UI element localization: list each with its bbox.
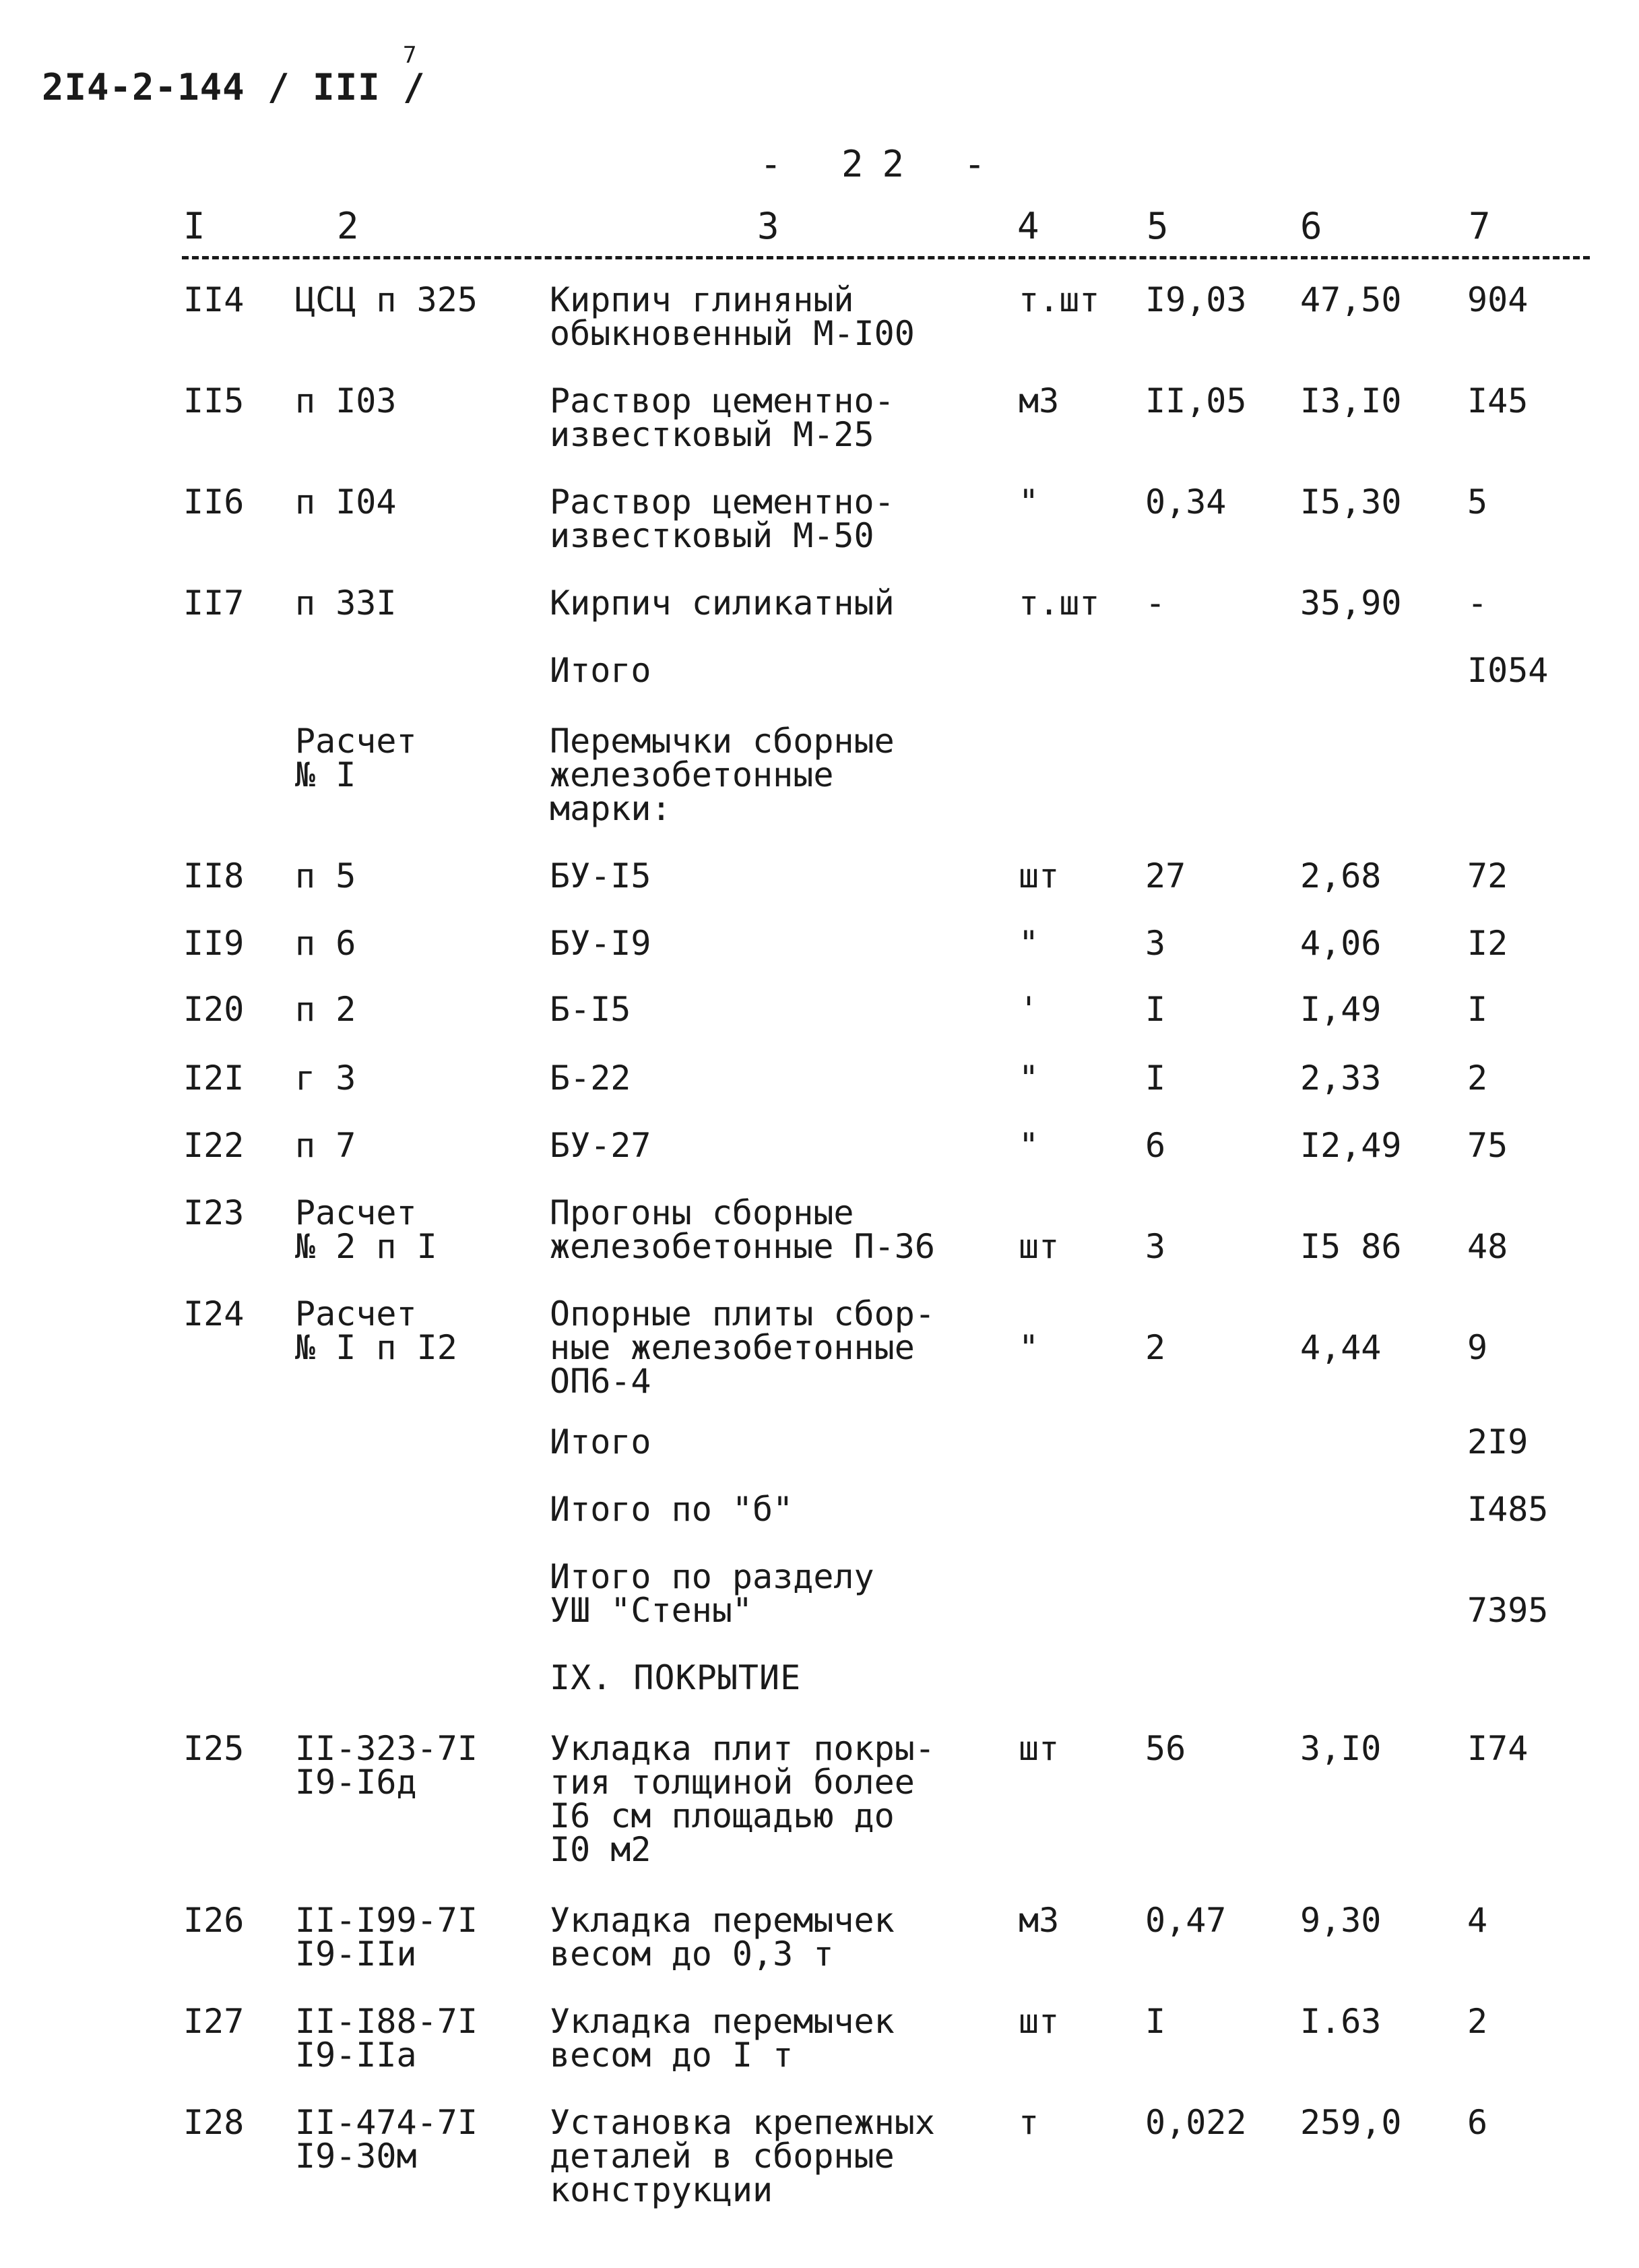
row-price: 2,68 — [1300, 856, 1382, 895]
row-code: г 3 — [295, 1059, 356, 1098]
row-name: Итого — [550, 1422, 651, 1461]
row-code: ЦСЦ п 325 — [295, 280, 478, 319]
row-code: II-323-7I I9-I6д — [295, 1729, 478, 1802]
row-name: Укладка перемычек весом до I т — [550, 2002, 895, 2075]
row-total: I — [1467, 990, 1488, 1029]
row-unit: т.шт — [1019, 584, 1100, 623]
row-number: II6 — [183, 482, 245, 522]
column-header-1: I — [183, 205, 205, 247]
row-name: Укладка перемычек весом до 0,3 т — [550, 1901, 895, 1974]
row-quantity: I — [1145, 2002, 1166, 2041]
row-name: Б-22 — [550, 1059, 631, 1098]
row-code: Расчет № I п I2 — [295, 1294, 457, 1367]
row-code: II-474-7I I9-30м — [295, 2103, 478, 2176]
row-quantity: 6 — [1145, 1126, 1166, 1165]
row-total: I2 — [1467, 924, 1508, 963]
row-price: I,49 — [1300, 990, 1382, 1029]
row-unit: " — [1019, 482, 1039, 522]
row-number: I20 — [183, 990, 245, 1029]
row-unit: м3 — [1019, 381, 1060, 420]
row-name: Перемычки сборные железобетонные марки: — [550, 722, 895, 828]
row-name: Кирпич глиняный обыкновенный М-I00 — [550, 280, 915, 353]
row-quantity: 3 — [1145, 1227, 1166, 1266]
row-name: Итого по разделу УШ "Стены" — [550, 1557, 874, 1630]
row-unit: " — [1019, 924, 1039, 963]
row-name: БУ-I5 — [550, 856, 651, 895]
row-unit: " — [1019, 1059, 1039, 1098]
row-unit: шт — [1019, 856, 1060, 895]
row-total: 7395 — [1467, 1591, 1549, 1630]
row-quantity: - — [1145, 584, 1166, 623]
row-name: БУ-27 — [550, 1126, 651, 1165]
row-unit: ' — [1019, 990, 1039, 1029]
row-name: Раствор цементно- известковый М-50 — [550, 482, 895, 555]
row-price: I.63 — [1300, 2002, 1382, 2041]
row-code: п 2 — [295, 990, 356, 1029]
row-name: Раствор цементно- известковый М-25 — [550, 381, 895, 454]
row-quantity: II,05 — [1145, 381, 1247, 420]
row-price: I5 86 — [1300, 1227, 1402, 1266]
row-quantity: I9,03 — [1145, 280, 1247, 319]
row-unit: " — [1019, 1328, 1039, 1367]
page-number: - 22 - — [760, 143, 1005, 185]
row-total: 75 — [1467, 1126, 1508, 1165]
row-total: 6 — [1467, 2103, 1488, 2142]
row-price: 9,30 — [1300, 1901, 1382, 1940]
row-quantity: 0,022 — [1145, 2103, 1247, 2142]
row-number: II7 — [183, 584, 245, 623]
row-total: I45 — [1467, 381, 1529, 420]
row-total: 9 — [1467, 1328, 1488, 1367]
column-header-6: 6 — [1300, 205, 1322, 247]
row-price: 259,0 — [1300, 2103, 1402, 2142]
document-mark: 7 — [403, 42, 417, 69]
row-name: БУ-I9 — [550, 924, 651, 963]
row-unit: шт — [1019, 2002, 1060, 2041]
row-total: 4 — [1467, 1901, 1488, 1940]
row-number: I2I — [183, 1059, 245, 1098]
row-name: Кирпич силикатный — [550, 584, 895, 623]
row-price: 4,06 — [1300, 924, 1382, 963]
row-unit: " — [1019, 1126, 1039, 1165]
row-name: Установка крепежных деталей в сборные конструкции — [550, 2103, 935, 2209]
row-total: 2 — [1467, 2002, 1488, 2041]
row-code: Расчет № 2 п I — [295, 1193, 437, 1266]
row-price: 47,50 — [1300, 280, 1402, 319]
row-name: Прогоны сборные железобетонные П-36 — [550, 1193, 935, 1266]
column-header-4: 4 — [1017, 205, 1039, 247]
document-code: 2I4-2-144 / III / — [42, 66, 426, 108]
row-number: II4 — [183, 280, 245, 319]
row-total: 5 — [1467, 482, 1488, 522]
row-code: п 33I — [295, 584, 397, 623]
row-number: II8 — [183, 856, 245, 895]
row-number: II5 — [183, 381, 245, 420]
row-price: I2,49 — [1300, 1126, 1402, 1165]
row-name: Опорные плиты сбор- ные железобетонные ОП6-4 — [550, 1294, 935, 1401]
column-header-3: 3 — [757, 205, 779, 247]
row-code: п 5 — [295, 856, 356, 895]
row-name: Итого по "б" — [550, 1490, 794, 1529]
row-number: I23 — [183, 1193, 245, 1232]
row-number: I26 — [183, 1901, 245, 1940]
row-price: 4,44 — [1300, 1328, 1382, 1367]
row-quantity: 3 — [1145, 924, 1166, 963]
row-total: 2I9 — [1467, 1422, 1529, 1461]
row-code: п I04 — [295, 482, 397, 522]
row-number: I24 — [183, 1294, 245, 1333]
row-unit: т.шт — [1019, 280, 1100, 319]
row-number: I25 — [183, 1729, 245, 1768]
row-quantity: 0,47 — [1145, 1901, 1227, 1940]
row-price: 3,I0 — [1300, 1729, 1382, 1768]
row-total: I74 — [1467, 1729, 1529, 1768]
row-code: II-I99-7I I9-IIи — [295, 1901, 478, 1974]
row-unit: шт — [1019, 1729, 1060, 1768]
row-total: 2 — [1467, 1059, 1488, 1098]
row-total: 72 — [1467, 856, 1508, 895]
row-code: Расчет № I — [295, 722, 417, 794]
row-code: п I03 — [295, 381, 397, 420]
row-unit: шт — [1019, 1227, 1060, 1266]
row-number: I28 — [183, 2103, 245, 2142]
row-total: 48 — [1467, 1227, 1508, 1266]
row-quantity: 0,34 — [1145, 482, 1227, 522]
row-total: I485 — [1467, 1490, 1549, 1529]
row-code: п 6 — [295, 924, 356, 963]
row-price: 2,33 — [1300, 1059, 1382, 1098]
row-code: II-I88-7I I9-IIа — [295, 2002, 478, 2075]
row-number: I22 — [183, 1126, 245, 1165]
row-unit: м3 — [1019, 1901, 1060, 1940]
row-code: п 7 — [295, 1126, 356, 1165]
row-total: - — [1467, 584, 1488, 623]
row-price: 35,90 — [1300, 584, 1402, 623]
column-header-2: 2 — [337, 205, 359, 247]
row-price: I3,I0 — [1300, 381, 1402, 420]
section-title: IХ. ПОКРЫТИЕ — [550, 1658, 802, 1697]
row-quantity: 27 — [1145, 856, 1186, 895]
row-unit: т — [1019, 2103, 1039, 2142]
row-name: Укладка плит покры- тия толщиной более I6 см площадью до I0 м2 — [550, 1729, 935, 1869]
row-number: I27 — [183, 2002, 245, 2041]
row-quantity: 56 — [1145, 1729, 1186, 1768]
column-header-5: 5 — [1147, 205, 1169, 247]
row-total: 904 — [1467, 280, 1529, 319]
row-price: I5,30 — [1300, 482, 1402, 522]
column-header-7: 7 — [1469, 205, 1491, 247]
row-name: Итого — [550, 651, 651, 690]
row-total: I054 — [1467, 651, 1549, 690]
row-quantity: I — [1145, 990, 1166, 1029]
row-quantity: I — [1145, 1059, 1166, 1098]
row-quantity: 2 — [1145, 1328, 1166, 1367]
row-name: Б-I5 — [550, 990, 631, 1029]
row-number: II9 — [183, 924, 245, 963]
